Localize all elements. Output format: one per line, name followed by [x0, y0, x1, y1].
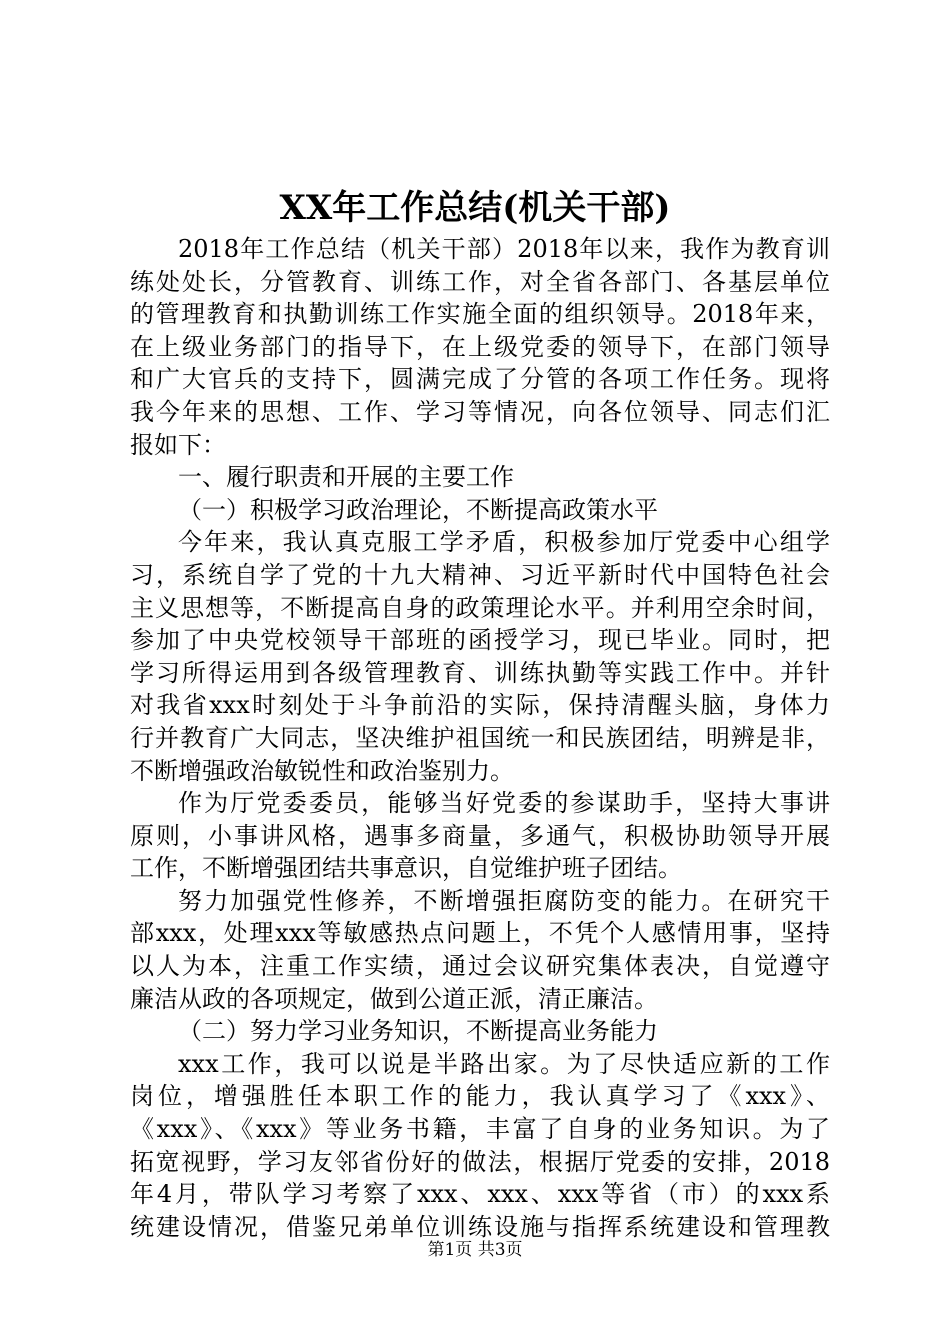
text-line: 原则，小事讲风格，遇事多商量，多通气，积极协助领导开展: [130, 821, 830, 850]
text-line: 《xxx》、《xxx》等业务书籍，丰富了自身的业务知识。为了: [130, 1115, 830, 1144]
text-line: 对我省xxx时刻处于斗争前沿的实际，保持清醒头脑，身体力: [130, 691, 830, 720]
text-line: 部xxx，处理xxx等敏感热点问题上，不凭个人感情用事，坚持: [130, 919, 830, 948]
text-line: 统建设情况，借鉴兄弟单位训练设施与指挥系统建设和管理教: [130, 1212, 830, 1241]
text-line: 不断增强政治敏锐性和政治鉴别力。: [130, 756, 514, 785]
page-footer: 第1页 共3页: [427, 1240, 523, 1260]
section-heading: 一、履行职责和开展的主要工作: [178, 463, 514, 492]
text-line: 作为厅党委委员，能够当好党委的参谋助手，坚持大事讲: [178, 789, 830, 818]
text-line: 行并教育广大同志，坚决维护祖国统一和民族团结，明辨是非，: [130, 723, 830, 752]
subsection-heading: （二）努力学习业务知识，不断提高业务能力: [178, 1017, 658, 1046]
text-line: 努力加强党性修养，不断增强拒腐防变的能力。在研究干: [178, 886, 830, 915]
text-line: 岗位，增强胜任本职工作的能力，我认真学习了《xxx》、: [130, 1082, 830, 1111]
text-line: 练处处长，分管教育、训练工作，对全省各部门、各基层单位: [130, 267, 830, 296]
text-line: 习，系统自学了党的十九大精神、习近平新时代中国特色社会: [130, 560, 830, 589]
text-line: 拓宽视野，学习友邻省份好的做法，根据厅党委的安排，2018: [130, 1147, 830, 1176]
text-line: 和广大官兵的支持下，圆满完成了分管的各项工作任务。现将: [130, 365, 830, 394]
text-line: 工作，不断增强团结共事意识，自觉维护班子团结。: [130, 854, 682, 883]
text-line: 的管理教育和执勤训练工作实施全面的组织领导。2018年来，: [130, 300, 830, 329]
text-line: 我今年来的思想、工作、学习等情况，向各位领导、同志们汇: [130, 397, 830, 426]
document-body: [130, 233, 830, 1243]
text-line: 今年来，我认真克服工学矛盾，积极参加厅党委中心组学: [178, 528, 830, 557]
text-line: 在上级业务部门的指导下，在上级党委的领导下，在部门领导: [130, 332, 830, 361]
text-line: 学习所得运用到各级管理教育、训练执勤等实践工作中。并针: [130, 658, 830, 687]
text-line: 参加了中央党校领导干部班的函授学习，现已毕业。同时，把: [130, 626, 830, 655]
text-line: 廉洁从政的各项规定，做到公道正派，清正廉洁。: [130, 984, 658, 1013]
text-line: 以人为本，注重工作实绩，通过会议研究集体表决，自觉遵守: [130, 952, 830, 981]
text-line: 报如下：: [130, 430, 226, 459]
text-line: 年4月，带队学习考察了xxx、xxx、xxx等省（市）的xxx系: [130, 1180, 830, 1209]
text-line: xxx工作，我可以说是半路出家。为了尽快适应新的工作: [178, 1049, 830, 1078]
text-line: 2018年工作总结（机关干部）2018年以来，我作为教育训: [178, 235, 830, 263]
subsection-heading: （一）积极学习政治理论，不断提高政策水平: [178, 495, 658, 524]
document-title: XX年工作总结(机关干部): [279, 188, 671, 228]
text-line: 主义思想等，不断提高自身的政策理论水平。并利用空余时间，: [130, 593, 830, 622]
